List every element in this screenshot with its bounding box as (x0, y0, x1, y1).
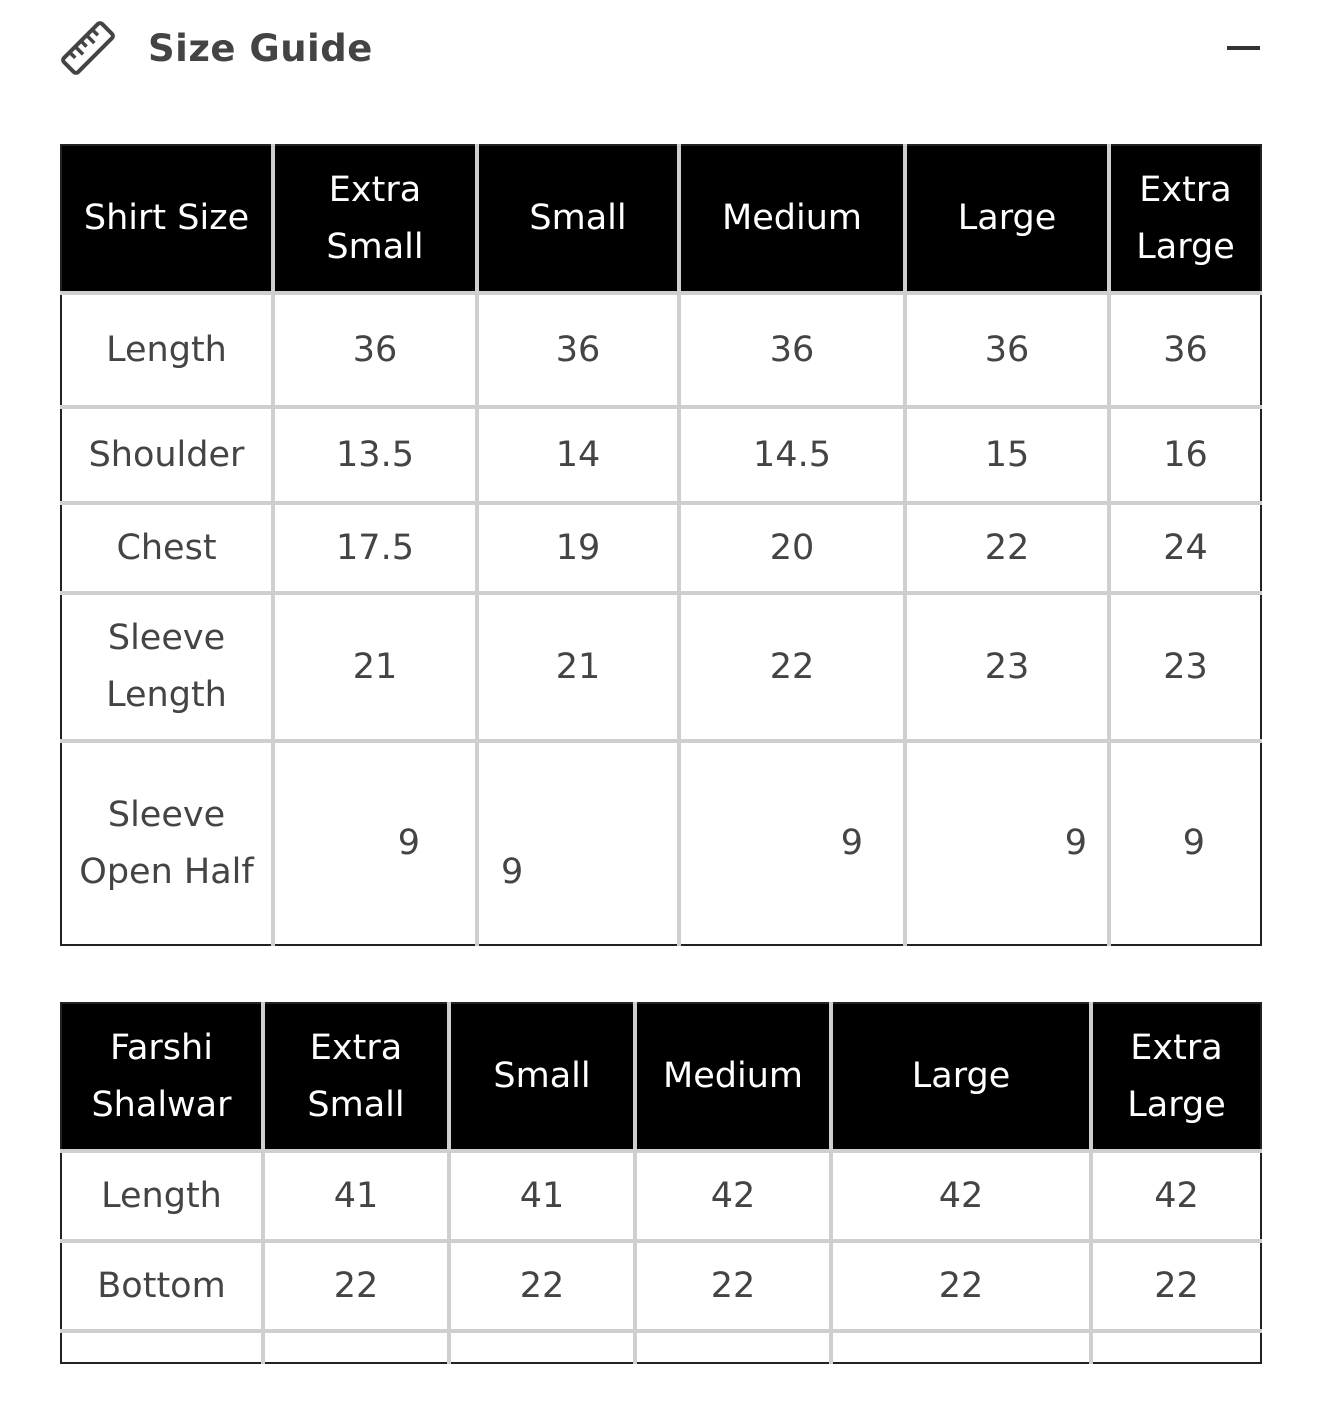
table-header-row (61, 1003, 1261, 1151)
table-row (61, 741, 1261, 945)
column-header: Farshi Shalwar (61, 1003, 263, 1151)
table-cell: 20 (679, 503, 905, 593)
table-header-row (61, 145, 1261, 293)
row-label: Bottom (61, 1241, 263, 1331)
table-row (61, 1241, 1261, 1331)
table-row (61, 593, 1261, 741)
table-cell: 16 (1109, 407, 1261, 503)
column-header: Extra Small (273, 145, 477, 293)
table-cell: 41 (263, 1151, 449, 1241)
shirt-size-table (60, 144, 1262, 946)
table-cell: 14.5 (679, 407, 905, 503)
table-cell: 22 (679, 593, 905, 741)
table-cell: 36 (477, 293, 679, 407)
table-cell: 36 (1109, 293, 1261, 407)
column-header: Medium (679, 145, 905, 293)
table-cell: 15 (905, 407, 1109, 503)
table-cell: 9 (477, 741, 679, 945)
table-cell: 23 (905, 593, 1109, 741)
column-header: Shirt Size (61, 145, 273, 293)
minus-icon (1227, 46, 1260, 50)
collapse-button[interactable] (1226, 26, 1260, 70)
table-cell (831, 1331, 1091, 1363)
table-cell: 36 (679, 293, 905, 407)
table-cell (449, 1331, 635, 1363)
column-header: Small (449, 1003, 635, 1151)
table-cell: 17.5 (273, 503, 477, 593)
row-label: Sleeve Open Half (61, 741, 273, 945)
table-cell: 22 (263, 1241, 449, 1331)
table-cell (635, 1331, 831, 1363)
ruler-icon (58, 18, 118, 78)
table-cell: 9 (905, 741, 1109, 945)
row-label: Sleeve Length (61, 593, 273, 741)
column-header: Extra Small (263, 1003, 449, 1151)
table-cell: 23 (1109, 593, 1261, 741)
table-cell: 22 (905, 503, 1109, 593)
row-label: Length (61, 1151, 263, 1241)
table-cell: 42 (635, 1151, 831, 1241)
table-cell: 41 (449, 1151, 635, 1241)
column-header: Small (477, 145, 679, 293)
column-header: Large (831, 1003, 1091, 1151)
table-cell: 9 (1109, 741, 1261, 945)
table-cell: 42 (1091, 1151, 1261, 1241)
table-row (61, 407, 1261, 503)
table-row (61, 1331, 1261, 1363)
table-cell: 22 (831, 1241, 1091, 1331)
table-cell: 13.5 (273, 407, 477, 503)
row-label: Length (61, 293, 273, 407)
table-cell: 14 (477, 407, 679, 503)
table-row (61, 293, 1261, 407)
column-header: Extra Large (1109, 145, 1261, 293)
row-label (61, 1331, 263, 1363)
column-header: Extra Large (1091, 1003, 1261, 1151)
size-guide-header[interactable] (58, 16, 1260, 80)
farshi-shalwar-table (60, 1002, 1262, 1364)
table-cell: 22 (449, 1241, 635, 1331)
table-cell: 24 (1109, 503, 1261, 593)
table-cell (263, 1331, 449, 1363)
table-cell: 22 (635, 1241, 831, 1331)
column-header: Large (905, 145, 1109, 293)
table-cell: 21 (477, 593, 679, 741)
table-cell: 19 (477, 503, 679, 593)
table-cell: 42 (831, 1151, 1091, 1241)
table-cell: 36 (273, 293, 477, 407)
row-label: Shoulder (61, 407, 273, 503)
section-title: Size Guide (148, 26, 373, 70)
table-cell: 9 (273, 741, 477, 945)
table-cell: 36 (905, 293, 1109, 407)
table-cell: 22 (1091, 1241, 1261, 1331)
row-label: Chest (61, 503, 273, 593)
table-row (61, 503, 1261, 593)
table-cell: 21 (273, 593, 477, 741)
table-cell (1091, 1331, 1261, 1363)
table-cell: 9 (679, 741, 905, 945)
table-row (61, 1151, 1261, 1241)
column-header: Medium (635, 1003, 831, 1151)
